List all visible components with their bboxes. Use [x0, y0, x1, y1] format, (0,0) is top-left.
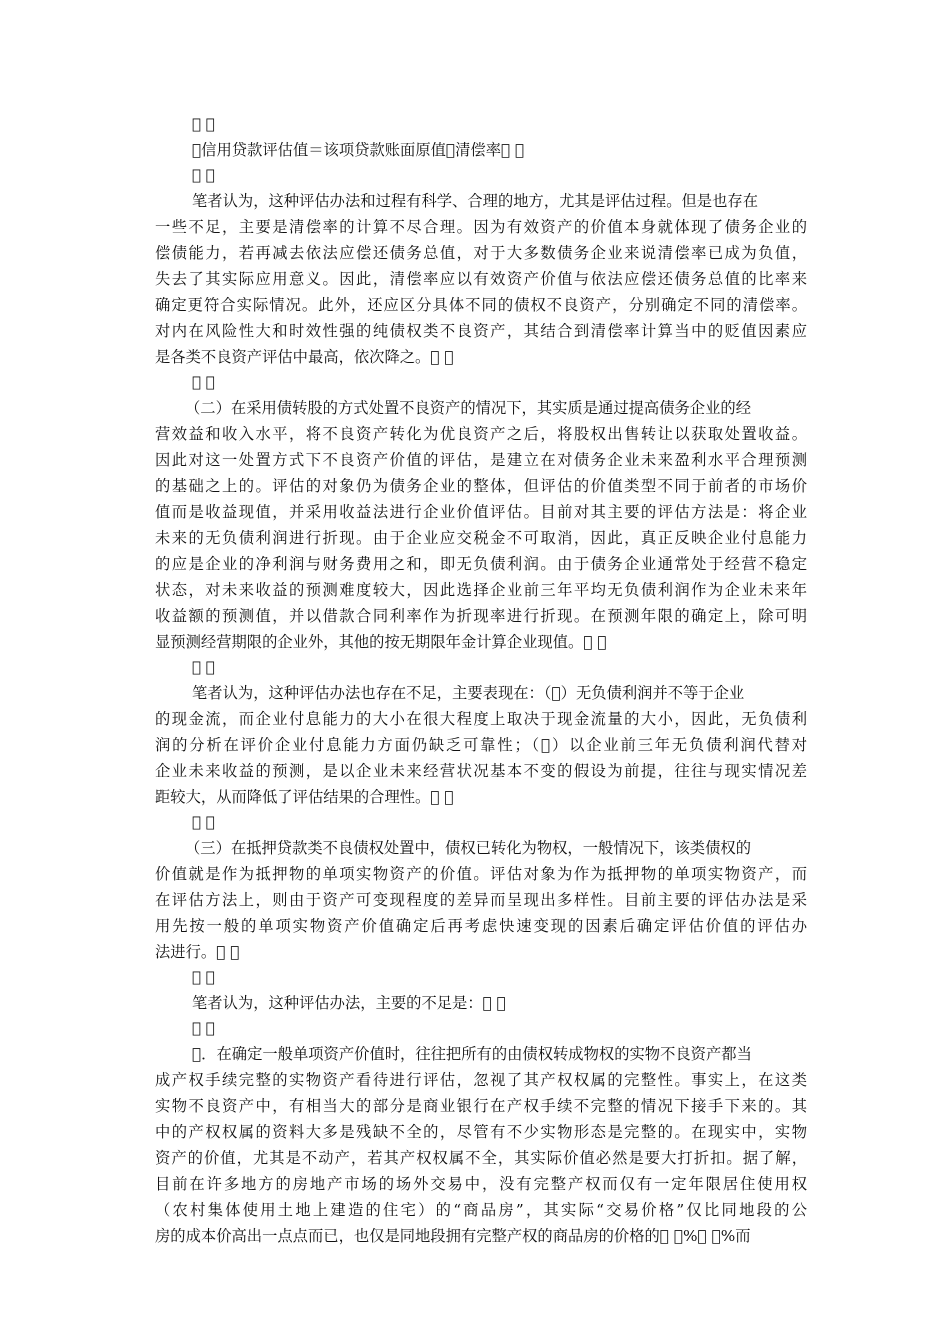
spacer-marker: [155, 1016, 807, 1041]
text-line: 笔者认为，这种评估办法，主要的不足是：   : [192, 994, 506, 1012]
text-line: 的现金流，而企业付息能力的大小在很大程度上取决于现金流量的大小，因此，无负债利: [155, 710, 807, 728]
text-line: 润的分析在评价企业付息能力方面仍缺乏可靠性；（ ）以企业前三年无负债利润代替对: [155, 736, 807, 754]
paragraph: [155, 137, 807, 163]
paragraph: [155, 835, 807, 965]
text-line: 中的产权权属的资料大多是残缺不全的，尽管有不少实物形态是完整的。在现实中，实物: [155, 1123, 807, 1141]
text-line: 确定更符合实际情况。此外，还应区分具体不同的债权不良资产，分别确定不同的清偿率。: [155, 296, 807, 314]
spacer-marker: [155, 370, 807, 395]
text-line: 状态，对未来收益的预测难度较大，因此选择企业前三年平均无负债利润作为企业未来年: [155, 581, 807, 599]
text-line: 未来的无负债利润进行折现。由于企业应交税金不可取消，因此，真正反映企业付息能力: [155, 529, 807, 547]
text-line: 房的成本价高出一点点而已，也仅是同地段拥有完整产权的商品房的价格的   %   %而: [155, 1227, 751, 1245]
text-line:    : [192, 373, 215, 391]
text-line: 值而是收益现值，并采用收益法进行企业价值评估。目前对其主要的评估方法是：将企业: [155, 503, 807, 521]
spacer-marker: [155, 163, 807, 188]
text-line: （农村集体使用土地上建造的住宅）的“商品房”，其实际“交易价格”仅比同地段的公: [155, 1201, 807, 1219]
text-line: 营效益和收入水平，将不良资产转化为优良资产之后，将股权出售转让以获取处置收益。: [155, 425, 807, 443]
text-line: 的应是企业的净利润与财务费用之和，即无负债利润。由于债务企业通常处于经营不稳定: [155, 555, 807, 573]
text-line: 对内在风险性大和时效性强的纯债权类不良资产，其结合到清偿率计算当中的贬值因素应: [155, 322, 807, 340]
text-line: 在评估方法上，则由于资产可变现程度的差异而呈现出多样性。目前主要的评估办法是采: [155, 891, 807, 909]
text-line:    : [192, 658, 215, 676]
paragraph: [155, 990, 807, 1016]
text-line: 笔者认为，这种评估办法也存在不足，主要表现在：（ ）无负债利润并不等于企业: [192, 684, 745, 702]
paragraph: [155, 1041, 807, 1249]
paragraph: [155, 395, 807, 655]
text-line: 显预测经营期限的企业外，其他的按无期限年金计算企业现值。   : [155, 633, 607, 651]
text-line: 失去了其实际应用意义。因此，清偿率应以有效资产价值与依法应偿还债务总值的比率来: [155, 270, 807, 288]
text-line: 因此对这一处置方式下不良资产价值的评估，是建立在对债务企业未来盈利水平合理预测: [155, 451, 807, 469]
text-line: 收益额的预测值，并以借款合同利率作为折现率进行折现。在预测年限的确定上，除可明: [155, 607, 807, 625]
text-line: 法进行。   : [155, 943, 240, 961]
text-line: 企业未来收益的预测，是以企业未来经营状况基本不变的假设为前提，往往与现实情况差: [155, 762, 807, 780]
text-line:    : [192, 813, 215, 831]
text-line:    : [192, 1019, 215, 1037]
text-line: 笔者认为，这种评估办法和过程有科学、合理的地方，尤其是评估过程。但是也存在: [192, 192, 758, 210]
text-line: （二）在采用债转股的方式处置不良资产的情况下，其实质是通过提高债务企业的经: [185, 399, 751, 417]
text-line:    : [192, 968, 215, 986]
text-line: 用先按一般的单项实物资产价值确定后再考虑快速变现的因素后确定评估价值的评估办: [155, 917, 807, 935]
text-line:  信用贷款评估值＝该项贷款账面原值 清偿率   : [192, 141, 525, 159]
text-line: 距较大，从而降低了评估结果的合理性。   : [155, 788, 454, 806]
text-line: 的基础之上的。评估的对象仍为债务企业的整体，但评估的价值类型不同于前者的市场价: [155, 477, 807, 495]
text-line: 目前在许多地方的房地产市场的场外交易中，没有完整产权而仅有一定年限居住使用权: [155, 1175, 807, 1193]
text-line:    : [192, 166, 215, 184]
text-line: 资产的价值，尤其是不动产，若其产权权属不全，其实际价值必然是要大打折扣。据了解，: [155, 1149, 807, 1167]
text-line: 是各类不良资产评估中最高，依次降之。   : [155, 348, 454, 366]
document-page: [155, 112, 807, 1249]
text-line: 偿债能力，若再减去依法应偿还债务总值，对于大多数债务企业来说清偿率已成为负值，: [155, 244, 807, 262]
paragraph: [155, 680, 807, 810]
text-line: 实物不良资产中，有相当大的部分是商业银行在产权手续不完整的情况下接手下来的。其: [155, 1097, 807, 1115]
text-line: 成产权手续完整的实物资产看待进行评估，忽视了其产权权属的完整性。事实上，在这类: [155, 1071, 807, 1089]
text-line:  ．在确定一般单项资产价值时，往往把所有的由债权转成物权的实物不良资产都当: [192, 1045, 752, 1063]
text-line: 价值就是作为抵押物的单项实物资产的价值。评估对象为作为抵押物的单项实物资产，而: [155, 865, 807, 883]
spacer-marker: [155, 965, 807, 990]
spacer-marker: [155, 655, 807, 680]
spacer-marker: [155, 112, 807, 137]
text-line: 一些不足，主要是清偿率的计算不尽合理。因为有效资产的价值本身就体现了债务企业的: [155, 218, 807, 236]
paragraph: [155, 188, 807, 370]
text-line:    : [192, 115, 215, 133]
text-line: （三）在抵押贷款类不良债权处置中，债权已转化为物权，一般情况下，该类债权的: [185, 839, 751, 857]
spacer-marker: [155, 810, 807, 835]
